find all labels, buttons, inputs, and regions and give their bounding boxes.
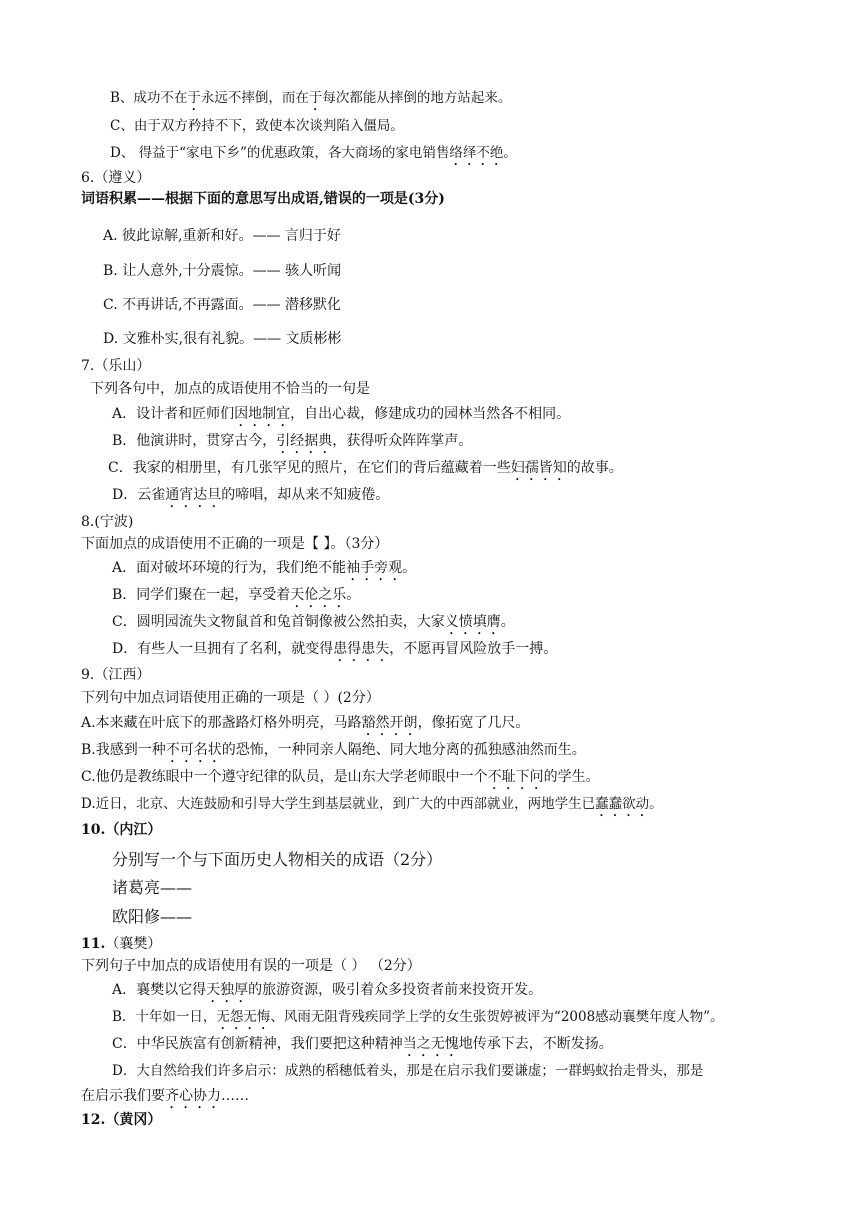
- q8-option-c: C．圆明园流失文物鼠首和兔首铜像被公然拍卖，大家义愤填膺。: [112, 614, 515, 630]
- q11-option-d-line1: D．大自然给我们许多启示：成熟的稻穗低着头，那是在启示我们要谦虚；一群蚂蚁抬走骨头，那是: [112, 1063, 704, 1079]
- q6-header: 6.（遵义）: [81, 170, 151, 186]
- q7-stem: 下列各句中，加点的成语使用不恰当的一句是: [90, 381, 370, 397]
- q6-stem: 词语积累——根据下面的意思写出成语,错误的一项是(3分): [81, 191, 445, 207]
- q8-option-d: D．有些人一旦拥有了名利，就变得患得患失，不愿再冒风险放手一搏。: [112, 641, 558, 657]
- q6-option-c: C. 不再讲话,不再露面。—— 潜移默化: [103, 297, 342, 313]
- q5-option-b: B、成功不在于永远不摔倒，而在于每次都能从摔倒的地方站起来。: [110, 90, 512, 106]
- q9-stem: 下列句中加点词语使用正确的一项是（ ）(2分）: [81, 690, 380, 706]
- q11-option-a: A．襄樊以它得天独厚的旅游资源，吸引着众多投资者前来投资开发。: [112, 982, 543, 998]
- q8-header: 8.(宁波): [81, 514, 134, 530]
- q7-option-b: B．他演讲时，贯穿古今，引经据典，获得听众阵阵掌声。: [112, 433, 473, 449]
- q7-option-c: C．我家的相册里，有几张罕见的照片，在它们的背后蕴藏着一些妇孺皆知的故事。: [108, 460, 623, 476]
- q6-option-b: B. 让人意外,十分震惊。—— 骇人听闻: [103, 263, 342, 279]
- q10-line-zhuge-liang: 诸葛亮——: [112, 878, 193, 897]
- q7-header: 7.（乐山）: [81, 358, 151, 374]
- q11-header: 11.（襄樊）: [81, 936, 162, 952]
- q8-stem: 下面加点的成语使用不正确的一项是【 】。（3分）: [81, 536, 389, 552]
- q10-line-ouyang-xiu: 欧阳修——: [112, 907, 193, 926]
- q5-option-c: C、由于双方矜持不下，致使本次谈判陷入僵局。: [110, 118, 404, 134]
- q9-option-b: B.我感到一种不可名状的恐怖，一种同亲人隔绝、同大地分离的孤独感油然而生。: [81, 742, 586, 758]
- q9-option-d: D.近日，北京、大连鼓励和引导大学生到基层就业，到广大的中西部就业，两地学生已蠢蠢欲动。: [81, 796, 663, 812]
- q10-header: 10.（内江）: [81, 822, 162, 838]
- q11-option-d-line2: 在启示我们要齐心协力……: [81, 1088, 249, 1104]
- q7-option-d: D．云雀通宵达旦的啼唱，却从来不知疲倦。: [112, 487, 390, 503]
- q8-option-a: A．面对破坏环境的行为，我们绝不能袖手旁观。: [112, 560, 417, 576]
- q5-option-d: D、 得益于“家电下乡”的优惠政策，各大商场的家电销售络绎不绝。: [110, 145, 517, 161]
- q10-stem: 分别写一个与下面历史人物相关的成语（2分）: [112, 850, 443, 869]
- q11-option-b: B．十年如一日，无怨无悔、风雨无阻背残疾同学上学的女生张贺婷被评为“2008感动襄樊年度人物”。: [112, 1009, 724, 1025]
- q9-header: 9.（江西）: [81, 667, 151, 683]
- q7-option-a: A．设计者和匠师们因地制宜，自出心裁，修建成功的园林当然各不相同。: [112, 406, 571, 422]
- q6-option-d: D. 文雅朴实,很有礼貌。—— 文质彬彬: [103, 331, 342, 347]
- q12-header: 12.（黄冈）: [81, 1112, 162, 1128]
- q11-stem: 下列句子中加点的成语使用有误的一项是（ ） （2分）: [81, 958, 421, 974]
- q6-option-a: A. 彼此谅解,重新和好。—— 言归于好: [103, 228, 341, 244]
- q9-option-c: C.他仍是教练眼中一个遵守纪律的队员，是山东大学老师眼中一个不耻下问的学生。: [81, 769, 600, 785]
- q9-option-a: A.本来藏在叶底下的那盏路灯格外明亮，马路豁然开朗，像拓宽了几尺。: [81, 715, 530, 731]
- q11-option-c: C．中华民族富有创新精神，我们要把这种精神当之无愧地传承下去，不断发扬。: [112, 1036, 613, 1052]
- q8-option-b: B．同学们聚在一起，享受着天伦之乐。: [112, 587, 361, 603]
